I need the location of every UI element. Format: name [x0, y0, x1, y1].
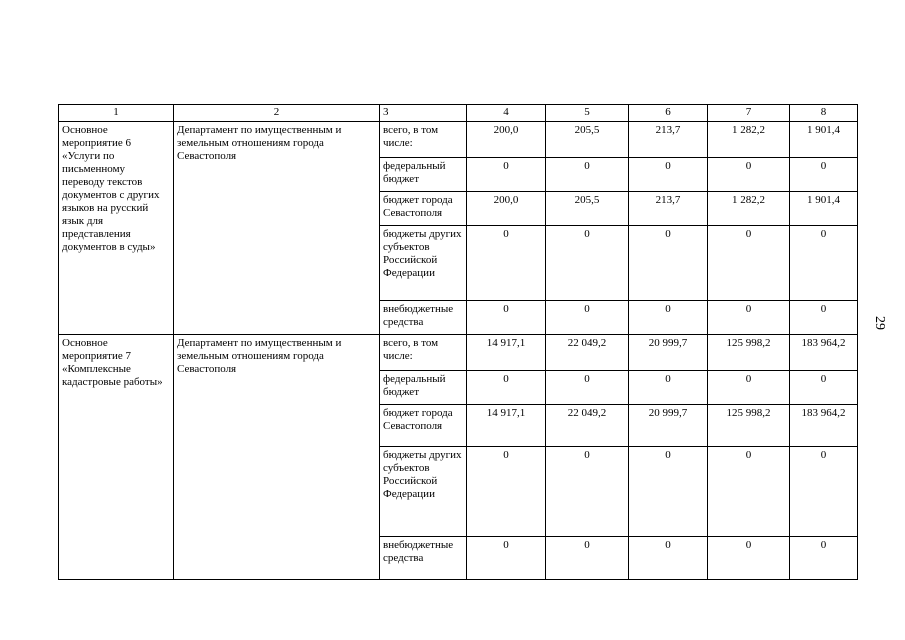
- value-cell: 213,7: [629, 192, 708, 226]
- value-cell: 0: [467, 447, 546, 537]
- value-cell: 0: [629, 226, 708, 301]
- value-cell: 20 999,7: [629, 405, 708, 447]
- header-cell: 2: [174, 105, 380, 122]
- funding-source-cell: бюджеты других субъектов Российской Федерации: [380, 226, 467, 301]
- value-cell: 22 049,2: [546, 335, 629, 371]
- value-cell: 205,5: [546, 192, 629, 226]
- executor-cell: Департамент по имущественным и земельным отношениям города Севастополя: [174, 122, 380, 335]
- header-row: [59, 105, 858, 122]
- funding-source-cell: всего, в том числе:: [380, 335, 467, 371]
- value-cell: 0: [708, 158, 790, 192]
- value-cell: 0: [467, 226, 546, 301]
- value-cell: 0: [546, 301, 629, 335]
- budget-table: [58, 104, 858, 580]
- table-row: [59, 335, 858, 371]
- value-cell: 14 917,1: [467, 405, 546, 447]
- value-cell: 0: [790, 158, 858, 192]
- funding-source-cell: бюджет города Севастополя: [380, 405, 467, 447]
- value-cell: 125 998,2: [708, 335, 790, 371]
- value-cell: 0: [629, 158, 708, 192]
- value-cell: 0: [708, 371, 790, 405]
- header-cell: 6: [629, 105, 708, 122]
- value-cell: 20 999,7: [629, 335, 708, 371]
- header-cell: 3: [380, 105, 467, 122]
- table-row: [59, 122, 858, 158]
- value-cell: 0: [467, 371, 546, 405]
- page-number: 29: [872, 316, 887, 330]
- value-cell: 0: [790, 537, 858, 580]
- header-cell: 7: [708, 105, 790, 122]
- value-cell: 1 901,4: [790, 192, 858, 226]
- value-cell: 183 964,2: [790, 405, 858, 447]
- funding-source-cell: федеральный бюджет: [380, 371, 467, 405]
- value-cell: 125 998,2: [708, 405, 790, 447]
- value-cell: 0: [546, 226, 629, 301]
- value-cell: 0: [629, 301, 708, 335]
- value-cell: 1 282,2: [708, 192, 790, 226]
- value-cell: 200,0: [467, 192, 546, 226]
- value-cell: 0: [708, 537, 790, 580]
- value-cell: 22 049,2: [546, 405, 629, 447]
- value-cell: 0: [467, 537, 546, 580]
- value-cell: 14 917,1: [467, 335, 546, 371]
- header-cell: 8: [790, 105, 858, 122]
- funding-source-cell: всего, в том числе:: [380, 122, 467, 158]
- value-cell: 0: [790, 226, 858, 301]
- value-cell: 0: [629, 371, 708, 405]
- header-cell: 4: [467, 105, 546, 122]
- value-cell: 213,7: [629, 122, 708, 158]
- value-cell: 0: [790, 371, 858, 405]
- header-cell: 5: [546, 105, 629, 122]
- event-name-cell: Основное мероприятие 7 «Комплексные кадастровые работы»: [59, 335, 174, 580]
- funding-source-cell: бюджеты других субъектов Российской Федерации: [380, 447, 467, 537]
- funding-source-cell: внебюджетные средства: [380, 537, 467, 580]
- value-cell: 0: [629, 447, 708, 537]
- value-cell: 0: [708, 447, 790, 537]
- value-cell: 1 282,2: [708, 122, 790, 158]
- event-name-cell: Основное мероприятие 6 «Услуги по письменному переводу текстов документов с других языков на русский язык для представления документов в суды»: [59, 122, 174, 335]
- value-cell: 183 964,2: [790, 335, 858, 371]
- header-cell: 1: [59, 105, 174, 122]
- value-cell: 0: [546, 447, 629, 537]
- value-cell: 0: [790, 301, 858, 335]
- value-cell: 0: [546, 371, 629, 405]
- funding-source-cell: федеральный бюджет: [380, 158, 467, 192]
- value-cell: 0: [790, 447, 858, 537]
- funding-source-cell: внебюджетные средства: [380, 301, 467, 335]
- value-cell: 0: [629, 537, 708, 580]
- value-cell: 0: [546, 158, 629, 192]
- value-cell: 0: [708, 226, 790, 301]
- value-cell: 200,0: [467, 122, 546, 158]
- value-cell: 0: [467, 158, 546, 192]
- value-cell: 0: [467, 301, 546, 335]
- value-cell: 205,5: [546, 122, 629, 158]
- value-cell: 0: [546, 537, 629, 580]
- funding-source-cell: бюджет города Севастополя: [380, 192, 467, 226]
- executor-cell: Департамент по имущественным и земельным отношениям города Севастополя: [174, 335, 380, 580]
- value-cell: 1 901,4: [790, 122, 858, 158]
- value-cell: 0: [708, 301, 790, 335]
